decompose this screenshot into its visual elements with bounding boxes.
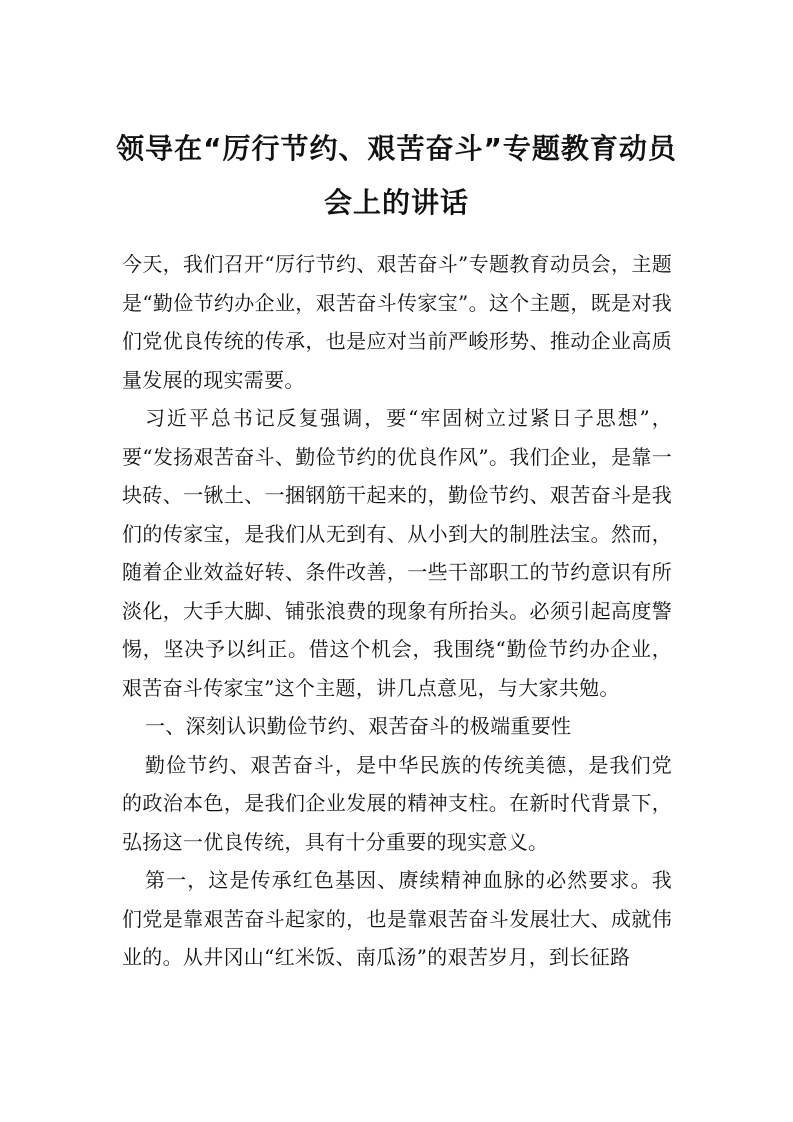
- paragraph-intro: 今天，我们召开“厉行节约、艰苦奋斗”专题教育动员会，主题是“勤俭节约办企业，艰苦奋斗传家宝”。这个主题，既是对我们党优良传统的传承，也是应对当前严峻形势、推动企业高质量发展的现实需要。: [122, 252, 672, 392]
- document-body: [122, 245, 672, 977]
- document-title: 领导在“厉行节约、艰苦奋斗”专题教育动员会上的讲话: [116, 132, 677, 219]
- paragraph-section-1-intro: 勤俭节约、艰苦奋斗，是中华民族的传统美德，是我们党的政治本色，是我们企业发展的精神支柱。在新时代背景下，弘扬这一优良传统，具有十分重要的现实意义。: [122, 752, 672, 854]
- paragraph-point-1: 第一，这是传承红色基因、赓续精神血脉的必然要求。我们党是靠艰苦奋斗起家的，也是靠艰苦奋斗发展壮大、成就伟业的。从井冈山“红米饭、南瓜汤”的艰苦岁月，到长征路: [122, 868, 672, 969]
- paragraph-background: 习近平总书记反复强调，要“牢固树立过紧日子思想”，要“发扬艰苦奋斗、勤俭节约的优良作风”。我们企业，是靠一块砖、一锹土、一捆钢筋干起来的，勤俭节约、艰苦奋斗是我们的传家宝，是我们从无到有、从小到大的制胜法宝。然而，随着企业效益好转、条件改善，一些干部职工的节约意识有所淡化，大手大脚、铺张浪费的现象有所抬头。必须引起高度警惕，坚决予以纠正。借这个机会，我围绕“勤俭节约办企业，艰苦奋斗传家宝”这个主题，讲几点意见，与大家共勉。: [122, 406, 672, 700]
- section-heading-1: 一、深刻认识勤俭节约、艰苦奋斗的极端重要性: [145, 714, 572, 738]
